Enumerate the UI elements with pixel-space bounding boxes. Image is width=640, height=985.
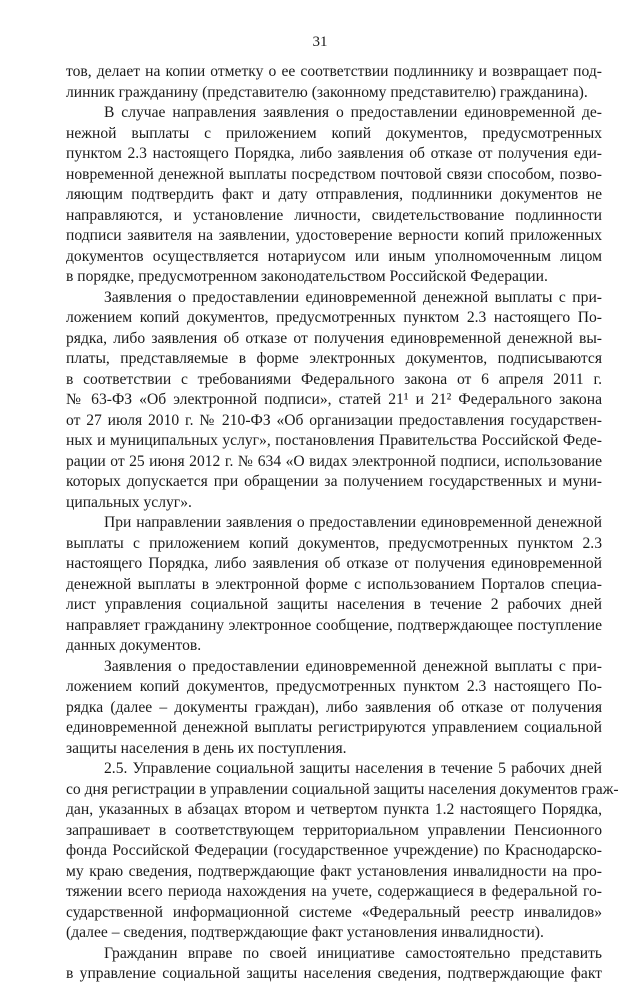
text-line: ложением копий документов, предусмотренных пунктом 2.3 настоящего По- <box>66 309 602 326</box>
text-line: Заявления о предоставлении единовременной денежной выплаты с при- <box>104 657 602 675</box>
text-line: подписи заявителя на заявлении, удостоверение верности копий приложенных <box>66 227 602 244</box>
text-line: нежной выплаты с приложением копий документов, предусмотренных <box>66 124 602 142</box>
text-line: В случае направления заявления о предоставлении единовременной де- <box>104 104 602 121</box>
text-line: Гражданин вправе по своей инициативе самостоятельно представить <box>104 944 602 962</box>
text-line: 2.5. Управление социальной защиты населения в течение 5 рабочих дней <box>104 760 602 777</box>
paragraph <box>66 759 619 944</box>
text-line: (далее – сведения, подтверждающие факт установления инвалидности). <box>66 924 544 941</box>
paragraph <box>66 944 602 985</box>
text-line: запрашивает в соответствующем территориальном управлении Пенсионного <box>66 821 602 839</box>
text-line: линник гражданину (представителю (законному представителю) гражданина). <box>66 83 588 101</box>
text-line: рядка (далее – документы граждан), либо заявления об отказе от получения <box>66 698 602 716</box>
paragraph <box>66 657 602 760</box>
page-number: 31 <box>312 34 328 50</box>
text-line: № 63-ФЗ «Об электронной подписи», статей 21¹ и 21² Федерального закона <box>66 391 602 408</box>
text-line: новременной денежной выплаты посредством почтовой связи способом, позво- <box>66 165 602 183</box>
text-line: защиты населения в день их поступления. <box>66 739 347 757</box>
text-line: ложением копий документов, предусмотренных пунктом 2.3 настоящего По- <box>66 678 602 695</box>
paragraph <box>66 288 602 514</box>
text-line: направляет гражданину электронное сообщение, подтверждающее поступление <box>66 616 602 634</box>
text-line: ных и муниципальных услуг», постановления Правительства Российской Феде- <box>66 432 602 449</box>
text-line: в управление социальной защиты населения сведения, подтверждающие факт <box>66 965 602 982</box>
text-line: При направлении заявления о предоставлении единовременной денежной <box>104 514 602 531</box>
text-line: сударственной информационной системе «Федеральный реестр инвалидов» <box>66 903 602 921</box>
text-line: му краю сведения, подтверждающие факт установления инвалидности на про- <box>66 862 602 880</box>
text-line: дан, указанных в абзацах втором и четвертом пункта 1.2 настоящего Порядка, <box>66 801 602 818</box>
text-line: единовременной денежной выплаты регистрируются управлением социальной <box>66 719 602 736</box>
text-line: которых допускается при обращении за получением государственных и муни- <box>66 473 602 490</box>
text-line: денежной выплаты в электронной форме с использованием Порталов специа- <box>66 575 602 593</box>
text-line: выплаты с приложением копий документов, предусмотренных пунктом 2.3 <box>66 534 602 552</box>
text-line: пунктом 2.3 настоящего Порядка, либо заявления об отказе от получения еди- <box>66 145 602 162</box>
text-line: в порядке, предусмотренном законодательством Российской Федерации. <box>66 268 548 285</box>
text-line: тов, делает на копии отметку о ее соответствии подлиннику и возвращает под- <box>66 63 602 80</box>
text-line: фонда Российской Федерации (государственное учреждение) по Краснодарско- <box>66 842 602 859</box>
text-line: Заявления о предоставлении единовременной денежной выплаты с при- <box>104 288 602 306</box>
text-line: ципальных услуг». <box>66 493 192 511</box>
text-line: тяжении всего периода нахождения на учете, содержащиеся в федеральной го- <box>66 883 602 900</box>
paragraph <box>66 513 602 657</box>
text-line: платы, представляемые в форме электронных документов, подписываются <box>66 350 602 367</box>
text-line: от 27 июля 2010 г. № 210-ФЗ «Об организации предоставления государствен- <box>66 411 602 429</box>
text-line: направляются, и установление личности, свидетельствование подлинности <box>66 206 602 224</box>
text-line: данных документов. <box>66 637 202 654</box>
text-line: рации от 25 июня 2012 г. № 634 «О видах электронной подписи, использование <box>66 452 602 470</box>
paragraph <box>66 62 602 103</box>
document-body <box>66 62 619 985</box>
text-line: в соответствии с требованиями Федерального закона от 6 апреля 2011 г. <box>66 370 602 388</box>
text-line: настоящего Порядка, либо заявления об отказе от получения единовременной <box>66 555 602 572</box>
text-line: ляющим подтвердить факт и дату отправления, подлинники документов не <box>66 186 602 203</box>
text-line: лист управления социальной защиты населения в течение 2 рабочих дней <box>66 596 602 613</box>
text-line: документов осуществляется нотариусом или иным уполномоченным лицом <box>66 247 602 265</box>
paragraph <box>66 103 602 288</box>
text-line: со дня регистрации в управлении социальной защиты населения документов граж- <box>66 780 619 798</box>
text-line: рядка, либо заявления об отказе от получения единовременной денежной вы- <box>66 329 602 347</box>
